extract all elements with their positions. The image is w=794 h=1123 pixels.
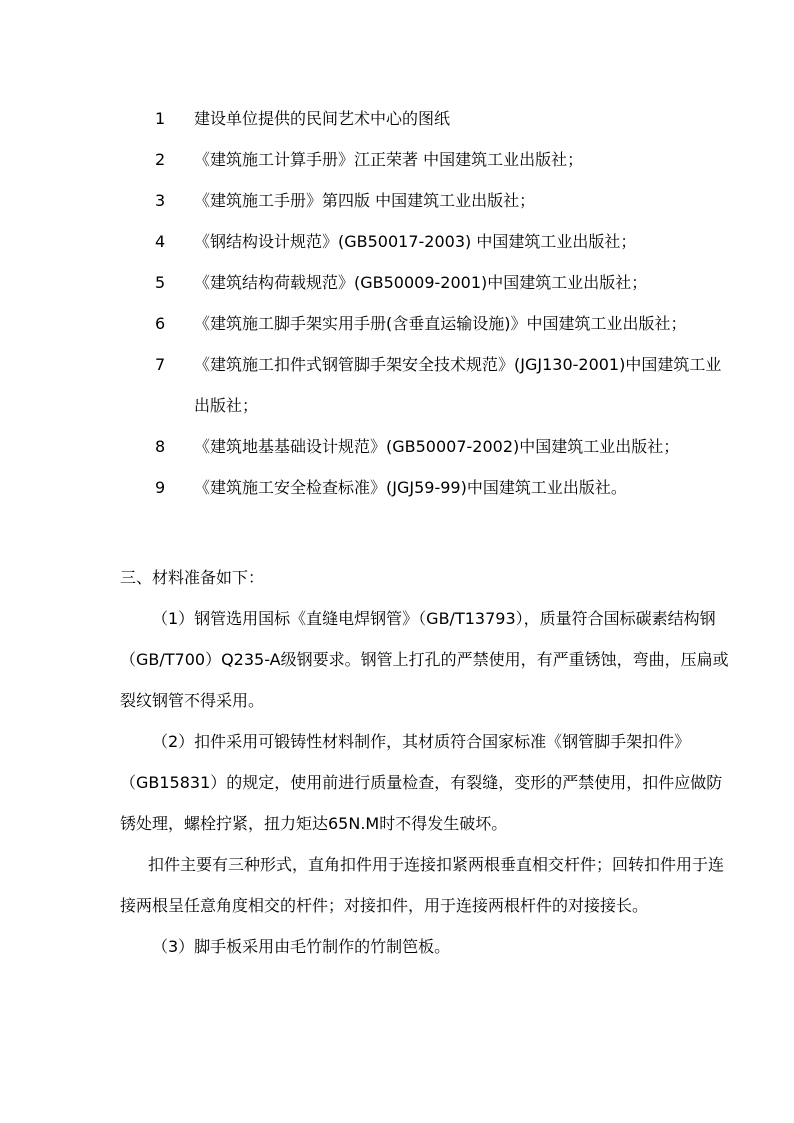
reference-text: 《建筑施工安全检查标准》(JGJ59-99)中国建筑工业出版社。 xyxy=(194,478,627,497)
reference-text: 《建筑施工脚手架实用手册(含垂直运输设施)》中国建筑工业出版社； xyxy=(194,314,687,333)
reference-item xyxy=(0,344,794,426)
reference-item xyxy=(0,221,794,262)
section-heading: 三、材料准备如下： xyxy=(120,568,265,587)
reference-number: 4 xyxy=(155,232,166,251)
reference-item xyxy=(0,467,794,508)
reference-item xyxy=(0,139,794,180)
paragraph-fasteners: （2）扣件采用可锻铸性材料制作，其材质符合国家标准《钢管脚手架扣件》（GB15831）的规定，使用前进行质量检查，有裂缝，变形的严禁使用，扣件应做防锈处理，螺栓拧紧，扭力矩达65N.M时不得发生破坏。 xyxy=(120,732,723,833)
reference-number: 2 xyxy=(155,150,166,169)
reference-item xyxy=(0,180,794,221)
reference-item xyxy=(0,262,794,303)
reference-text: 《建筑施工手册》第四版 中国建筑工业出版社； xyxy=(194,191,536,210)
reference-number: 3 xyxy=(155,191,166,210)
paragraph-scaffold-board: （3）脚手板采用由毛竹制作的竹制笆板。 xyxy=(152,937,451,956)
paragraph-fastener-types: 扣件主要有三种形式，直角扣件用于连接扣紧两根垂直相交杆件；回转扣件用于连接两根呈任意角度相交的杆件；对接扣件，用于连接两根杆件的对接接长。 xyxy=(120,855,725,915)
paragraph-steel-pipe: （1）钢管选用国标《直缝电焊钢管》（GB/T13793），质量符合国标碳素结构钢（GB/T700）Q235-A级钢要求。钢管上打孔的严禁使用，有严重锈蚀，弯曲，压扁或裂纹钢管不得采用。 xyxy=(120,609,729,710)
reference-text: 《钢结构设计规范》(GB50017-2003) 中国建筑工业出版社； xyxy=(194,232,637,251)
reference-text: 《建筑施工扣件式钢管脚手架安全技术规范》(JGJ130-2001)中国建筑工业出版社； xyxy=(194,355,722,415)
reference-number: 8 xyxy=(155,437,166,456)
reference-item xyxy=(0,98,794,139)
reference-text: 《建筑结构荷载规范》(GB50009-2001)中国建筑工业出版社； xyxy=(194,273,648,292)
reference-list xyxy=(0,98,794,508)
reference-text: 建设单位提供的民间艺术中心的图纸 xyxy=(194,109,451,128)
materials-body xyxy=(120,598,734,967)
reference-text: 《建筑地基基础设计规范》(GB50007-2002)中国建筑工业出版社； xyxy=(194,437,680,456)
reference-number: 7 xyxy=(155,355,166,374)
reference-number: 5 xyxy=(155,273,166,292)
reference-text: 《建筑施工计算手册》江正荣著 中国建筑工业出版社； xyxy=(194,150,584,169)
reference-item xyxy=(0,303,794,344)
reference-item xyxy=(0,426,794,467)
reference-number: 1 xyxy=(155,109,166,128)
reference-number: 6 xyxy=(155,314,166,333)
reference-number: 9 xyxy=(155,478,166,497)
